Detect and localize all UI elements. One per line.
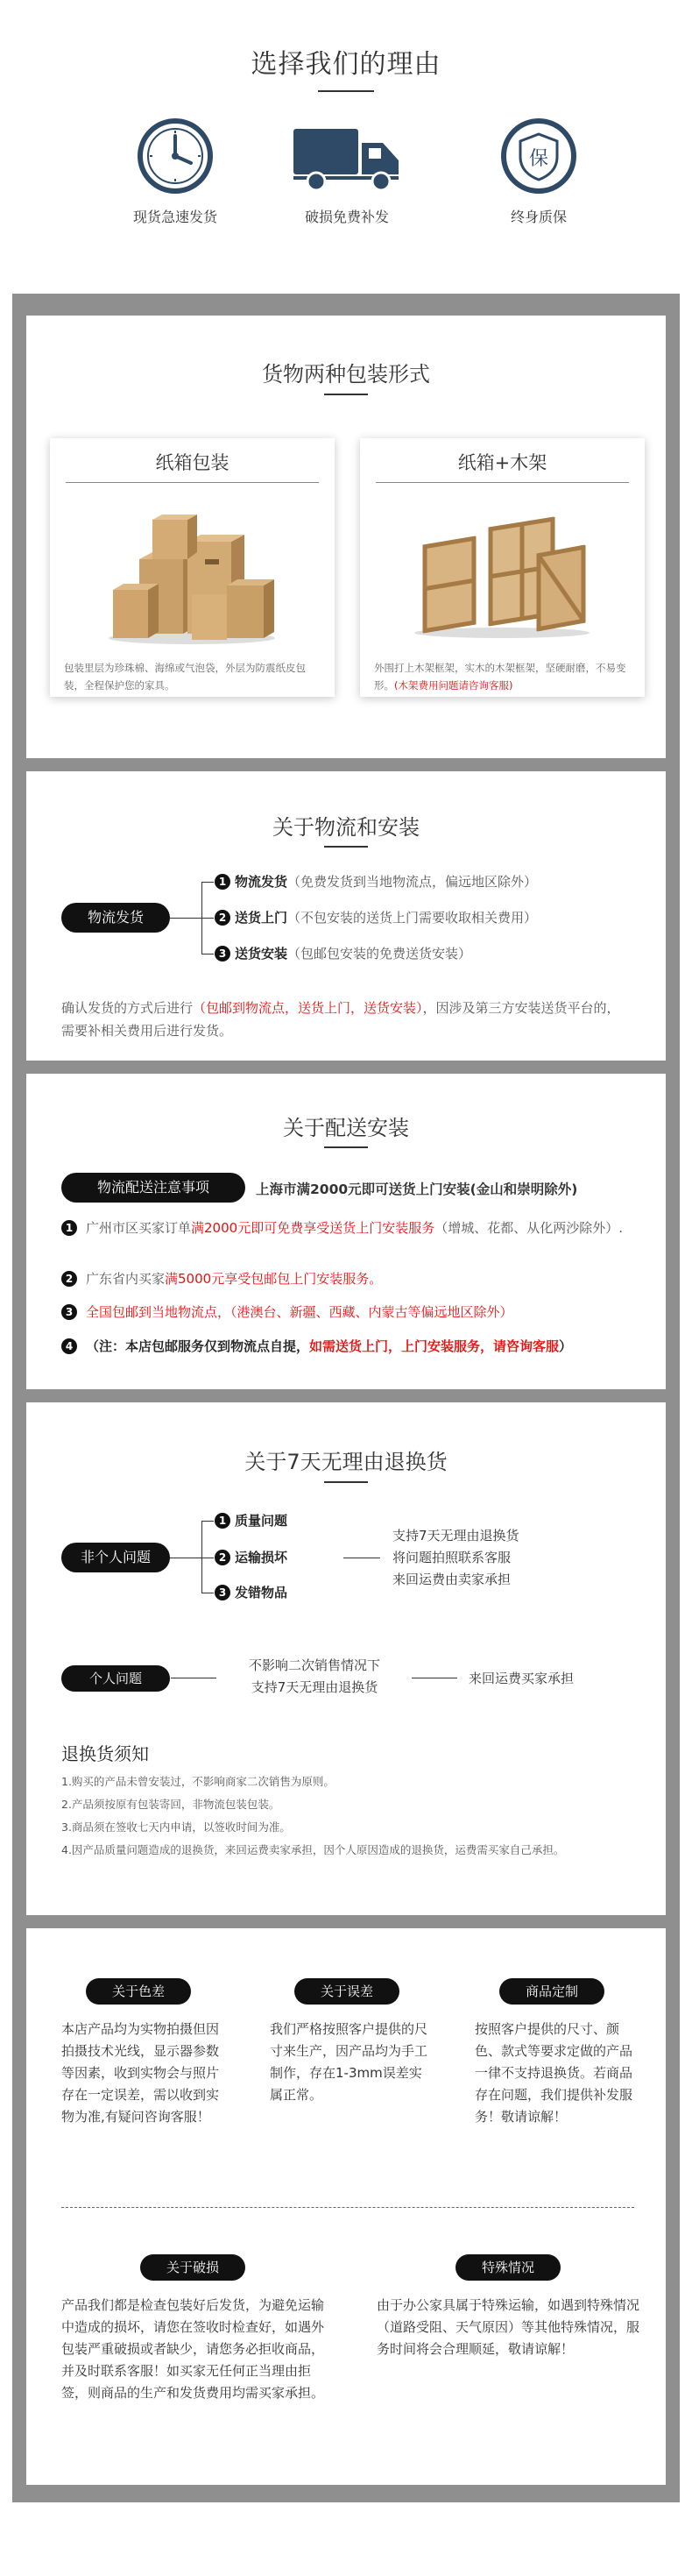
packaging-title-underline [324, 394, 368, 395]
delivery-title: 关于配送安装 [283, 1116, 409, 1140]
option-number: 1 [215, 874, 230, 890]
logistics-panel [26, 771, 666, 1061]
custom-order-pill: 商品定制 [499, 1978, 604, 2005]
connector-line [170, 918, 201, 919]
delivery-headline: 上海市满2000元即可送货上门安装(金山和崇明除外) [256, 1182, 578, 1197]
reason-number: 3 [215, 1585, 230, 1600]
reason-label: 运输损坏 [235, 1550, 288, 1565]
option-name: 送货上门 [235, 910, 288, 926]
wood-frame-image [406, 510, 598, 642]
logistics-paragraph [61, 997, 631, 1042]
wood-frame-fee-note: (木架费用问题请咨询客服) [394, 679, 513, 692]
item-highlight: 如需送货上门，上门安装服务，请咨询客服 [309, 1338, 560, 1354]
paragraph-text: ，因涉及第三方安装送货平台的，需要补相关费用后进行发货。 [61, 1000, 620, 1039]
connector-line [201, 882, 214, 883]
item-text: 广东省内买家 [86, 1271, 166, 1287]
item-highlight: 满2000元即可免费享受送货上门安装服务 [191, 1220, 435, 1236]
logistics-option-2 [215, 908, 537, 926]
item-highlight: 全国包邮到当地物流点，（港澳台、新疆、西藏、内蒙古等偏远地区除外） [86, 1304, 513, 1320]
reasons-section [0, 0, 692, 294]
card-description-text: 外围打上木架框架，实木的木架框架，坚硬耐磨，不易变形。 [374, 662, 626, 692]
result-line: 将问题拍照联系客服 [392, 1550, 512, 1565]
card-description [374, 659, 632, 694]
reasons-title: 选择我们的理由 [251, 49, 441, 80]
non-personal-result [392, 1525, 519, 1591]
packaging-title: 货物两种包装形式 [262, 362, 430, 387]
connector-line [201, 1521, 214, 1522]
logistics-option-3 [215, 944, 471, 962]
logistics-option-1 [215, 872, 537, 891]
packaging-card-carton [50, 438, 335, 697]
return-notice-item: 4.因产品质量问题造成的退换货，来回运费卖家承担，因个人原因造成的退换货，运费需买家自己承担。 [61, 1843, 565, 1856]
delivery-title-underline [324, 1146, 368, 1148]
svg-text:保: 保 [528, 148, 549, 170]
clock-icon [136, 117, 215, 195]
shield-icon [499, 117, 578, 195]
bracket-line [201, 1521, 202, 1593]
item-text: 广州市区买家订单 [86, 1220, 192, 1236]
item-text: （注：本店包邮服务仅到物流点自提， [86, 1338, 310, 1354]
packaging-panel [26, 316, 666, 758]
notes-divider [61, 2207, 634, 2208]
logistics-shipping-pill: 物流发货 [61, 903, 170, 933]
reason-free-replacement [259, 117, 434, 226]
card-title: 纸箱包装 [155, 452, 229, 473]
paragraph-highlight: （包邮到物流点，送货上门，送货安装） [193, 1000, 423, 1016]
reason-label: 现货急速发货 [132, 209, 217, 225]
logistics-title: 关于物流和安装 [272, 815, 420, 840]
measurement-error-text: 我们严格按照客户提供的尺寸来生产，因产品均为手工制作，存在1-3mm误差实属正常。 [270, 2021, 428, 2103]
personal-issue-pill: 个人问题 [61, 1665, 170, 1692]
option-number: 3 [215, 946, 230, 962]
return-notice-item: 2.产品须按原有包装寄回，非物流包装包装。 [61, 1798, 280, 1811]
notes-panel [26, 1928, 666, 2485]
item-number: 4 [61, 1338, 77, 1354]
return-notice-item: 3.商品须在签收七天内申请，以签收时间为准。 [61, 1820, 291, 1834]
option-note: （不包安装的送货上门需要收取相关费用） [287, 910, 538, 926]
carton-boxes-image [104, 507, 279, 647]
return-notice-list [61, 1771, 648, 1862]
custom-order-text: 按照客户提供的尺寸、颜色、款式等要求定做的产品一律不支持退换货。若商品存在问题，我们提供补发服务！敬请谅解！ [475, 2021, 633, 2125]
reason-fast-shipping [88, 117, 263, 226]
condition-line: 支持7天无理由退换货 [251, 1679, 378, 1695]
reason-lifetime-warranty [451, 117, 626, 226]
result-line: 支持7天无理由退换货 [392, 1528, 519, 1543]
reason-number: 1 [215, 1513, 230, 1529]
personal-result: 来回运费买家承担 [469, 1671, 575, 1686]
option-note: （免费发货到当地物流点，偏远地区除外） [287, 874, 538, 890]
return-notice-title: 退换货须知 [61, 1743, 149, 1764]
damage-pill: 关于破损 [140, 2254, 245, 2281]
truck-icon [290, 117, 404, 195]
returns-panel [26, 1402, 666, 1915]
item-number: 2 [61, 1271, 77, 1287]
connector-line [201, 918, 214, 919]
packaging-card-wood-frame [360, 438, 645, 697]
return-reason-1 [215, 1511, 287, 1529]
option-name: 物流发货 [235, 874, 288, 890]
condition-line: 不影响二次销售情况下 [248, 1657, 380, 1673]
option-note: （包邮包安装的免费送货安装） [287, 946, 472, 962]
reason-number: 2 [215, 1550, 230, 1565]
option-number: 2 [215, 910, 230, 926]
card-divider [376, 482, 629, 483]
card-description: 包装里层为珍珠棉、海绵或气泡袋，外层为防震纸皮包装，全程保护您的家具。 [64, 662, 306, 692]
item-number: 3 [61, 1304, 77, 1320]
reason-label: 发错物品 [235, 1585, 288, 1600]
delivery-item-2 [61, 1269, 382, 1288]
reason-label: 质量问题 [235, 1513, 288, 1529]
card-divider [66, 482, 319, 483]
delivery-notice-pill: 物流配送注意事项 [61, 1173, 245, 1203]
delivery-item-3 [61, 1302, 513, 1321]
delivery-item-4 [61, 1337, 572, 1355]
returns-title: 关于7天无理由退换货 [244, 1450, 448, 1474]
damage-text: 产品我们都是检查包装好后发货，为避免运输中造成的损坏，请您在签收时检查好，如遇外包装严重破损或者缺少，请您务必拒收商品，并及时联系客服！如买家无任何正当理由拒签，则商品的生产和发货费用均需买家承担。 [61, 2297, 325, 2401]
reason-label: 终身质保 [510, 209, 567, 225]
return-reason-2 [215, 1548, 287, 1566]
delivery-panel [26, 1074, 666, 1389]
special-circumstances-pill: 特殊情况 [455, 2254, 561, 2281]
item-highlight: 满5000元享受包邮包上门安装服务。 [165, 1271, 383, 1287]
item-number: 1 [61, 1220, 77, 1236]
delivery-item-1 [61, 1218, 631, 1238]
item-text: （增城、花都、从化两沙除外）. [434, 1220, 623, 1236]
measurement-error-pill: 关于误差 [294, 1978, 399, 2005]
reason-label: 破损免费补发 [304, 209, 389, 225]
color-difference-pill: 关于色差 [86, 1978, 191, 2005]
logistics-title-underline [324, 846, 368, 848]
paragraph-text: 确认发货的方式后进行 [61, 1000, 194, 1016]
option-name: 送货安装 [235, 946, 288, 962]
special-circumstances-text: 由于办公家具属于特殊运输，如遇到特殊情况（道路受阻、天气原因）等其他特殊情况，服务时间将会合理顺延，敬请谅解！ [377, 2297, 640, 2357]
non-personal-issue-pill: 非个人问题 [61, 1543, 170, 1572]
color-difference-text: 本店产品均为实物拍摄但因拍摄技术光线，显示器参数等因素，收到实物会与照片存在一定误差，需以收到实物为准,有疑问咨询客服！ [61, 2021, 220, 2125]
item-text: ） [559, 1338, 573, 1354]
card-title: 纸箱+木架 [457, 452, 547, 473]
returns-title-underline [324, 1481, 368, 1483]
reasons-title-underline [318, 90, 374, 92]
return-reason-3 [215, 1583, 287, 1601]
result-line: 来回运费由卖家承担 [392, 1572, 512, 1587]
return-notice-item: 1.购买的产品未曾安装过，不影响商家二次销售为原则。 [61, 1775, 335, 1788]
personal-condition [222, 1655, 406, 1699]
